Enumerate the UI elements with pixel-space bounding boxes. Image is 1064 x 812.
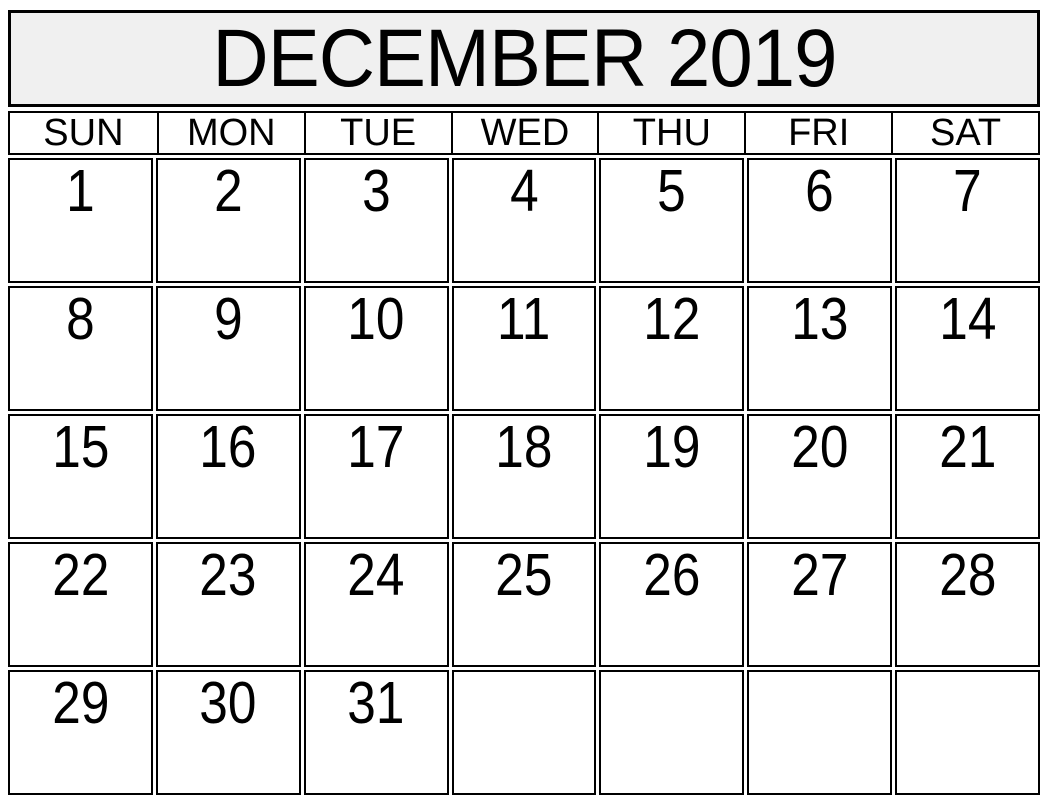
weekday-label-sat: SAT: [891, 113, 1038, 153]
day-cell: [452, 542, 597, 667]
day-cell: [156, 542, 301, 667]
day-cell: [747, 286, 892, 411]
day-cell: [599, 158, 744, 283]
weekday-label-tue: TUE: [304, 113, 451, 153]
day-cell: [8, 286, 153, 411]
day-number: 9: [213, 286, 243, 352]
day-number: 2: [213, 158, 243, 224]
day-grid: [8, 158, 1040, 795]
day-number: 1: [66, 158, 95, 224]
day-number: 30: [199, 670, 257, 736]
day-number: 4: [509, 158, 539, 224]
calendar-title-bar: [8, 10, 1040, 107]
weekday-label-sun: SUN: [43, 112, 124, 154]
day-number: 29: [51, 670, 109, 736]
day-cell: [156, 670, 301, 795]
day-number: 11: [497, 286, 551, 352]
day-number: 12: [643, 286, 701, 352]
day-cell: [452, 414, 597, 539]
day-number: 13: [791, 286, 849, 352]
day-number: 20: [791, 414, 849, 480]
day-number: 5: [657, 158, 687, 224]
weekday-header-row: [8, 111, 1040, 155]
day-number: 3: [361, 158, 391, 224]
day-number: 10: [347, 286, 405, 352]
day-number: 21: [939, 414, 997, 480]
day-cell: [156, 286, 301, 411]
day-number: 15: [51, 414, 109, 480]
day-cell: [8, 158, 153, 283]
day-cell: [895, 286, 1040, 411]
calendar-title: DECEMBER 2019: [211, 12, 837, 104]
day-cell: [599, 542, 744, 667]
day-cell: [304, 158, 449, 283]
day-cell: [304, 414, 449, 539]
day-cell: [747, 158, 892, 283]
day-cell: [304, 286, 449, 411]
day-cell: [8, 414, 153, 539]
day-number: 24: [347, 542, 405, 608]
day-cell: [895, 158, 1040, 283]
day-number: 31: [347, 670, 405, 736]
weekday-label-mon: MON: [157, 113, 304, 153]
day-cell: [895, 542, 1040, 667]
day-number: 28: [939, 542, 997, 608]
day-number: 19: [643, 414, 701, 480]
day-cell: [156, 414, 301, 539]
day-number: 16: [199, 414, 257, 480]
day-cell: [156, 158, 301, 283]
weekday-label-wed: WED: [451, 113, 598, 153]
day-cell: [747, 670, 892, 795]
day-cell: [452, 670, 597, 795]
day-cell: [452, 158, 597, 283]
day-cell: [8, 542, 153, 667]
day-number: 17: [347, 414, 405, 480]
day-number: 22: [51, 542, 109, 608]
day-cell: [599, 286, 744, 411]
day-cell: [895, 670, 1040, 795]
day-number: 6: [805, 158, 834, 224]
day-cell: [747, 542, 892, 667]
day-number: 8: [66, 286, 95, 352]
day-cell: [599, 414, 744, 539]
day-number: 26: [643, 542, 701, 608]
day-cell: [8, 670, 153, 795]
day-number: 23: [199, 542, 257, 608]
day-number: 7: [953, 158, 982, 224]
day-cell: [304, 542, 449, 667]
day-cell: [895, 414, 1040, 539]
day-cell: [747, 414, 892, 539]
day-number: 27: [791, 542, 849, 608]
day-cell: [304, 670, 449, 795]
day-cell: [452, 286, 597, 411]
day-number: 25: [495, 542, 553, 608]
day-number: 18: [495, 414, 553, 480]
day-number: 14: [939, 286, 997, 352]
weekday-label-fri: FRI: [744, 113, 891, 153]
weekday-label-thu: THU: [597, 113, 744, 153]
day-cell: [599, 670, 744, 795]
